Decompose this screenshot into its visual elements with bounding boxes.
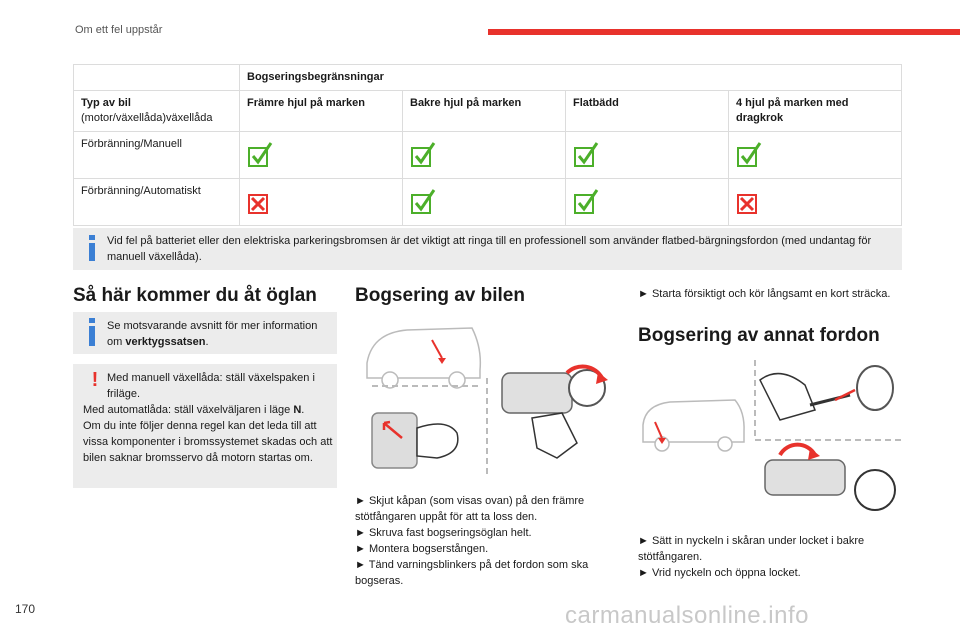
- towing-intro-step: ► Starta försiktigt och kör långsamt en kort sträcka.: [638, 288, 891, 300]
- col-header-vehicle-type: Typ av bil: [81, 97, 131, 109]
- cross-glyph: [736, 187, 764, 215]
- towing-other-steps: [638, 533, 900, 581]
- tool-kit-term: verktygssatsen: [125, 336, 206, 348]
- check-glyph: [410, 140, 438, 168]
- table-row: [74, 132, 902, 179]
- warning-text: ! Med manuell växellåda: ställ växelspaken i friläge. Med automatlåda: ställ växelväljaren i läge N. Om du inte följer denna regel kan det leda till att vissa komponenter i bromssystemet skadas och att bilen saknar bromsservo då motorn startas om.: [83, 369, 333, 464]
- step-item: ► Montera bogserstången.: [355, 543, 489, 555]
- table-row: [74, 179, 902, 226]
- info-icon: [88, 318, 96, 346]
- check-glyph: [247, 140, 275, 168]
- step-item: ► Skjut kåpan (som visas ovan) på den främre stötfångaren uppåt för att ta loss den.: [355, 495, 585, 523]
- header-accent-bar: [488, 29, 960, 35]
- towing-limits-table: [73, 64, 902, 226]
- check-icon: [410, 193, 432, 215]
- check-icon: [410, 146, 432, 168]
- step-item: ► Vrid nyckeln och öppna locket.: [638, 567, 801, 579]
- check-glyph: [573, 140, 601, 168]
- check-icon: [573, 146, 595, 168]
- cross-icon: [736, 193, 758, 215]
- check-icon: [247, 146, 269, 168]
- cross-glyph: [247, 187, 275, 215]
- col-header-flatbed: Flatbädd: [566, 91, 729, 132]
- col-header-rear-wheels: Bakre hjul på marken: [403, 91, 566, 132]
- cross-icon: [247, 193, 269, 215]
- col-header-vehicle-sub: (motor/växellåda)växellåda: [81, 112, 213, 124]
- step-item: ► Sätt in nyckeln i skåran under locket i bakre stötfångaren.: [638, 535, 865, 563]
- section-title-access-eye: Så här kommer du åt öglan: [73, 285, 317, 306]
- watermark: carmanualsonline.info: [565, 602, 809, 629]
- step-item: ► Tänd varningsblinkers på det fordon som ska bogseras.: [355, 559, 589, 587]
- step-item: ► Skruva fast bogseringsöglan helt.: [355, 527, 532, 539]
- info-icon: [88, 235, 96, 261]
- info-tools-text: Se motsvarande avsnitt för mer information om verktygssatsen.: [107, 320, 318, 348]
- page-number: 170: [15, 602, 36, 616]
- towing-other-illustration: [640, 360, 902, 525]
- check-glyph: [736, 140, 764, 168]
- check-icon: [736, 146, 758, 168]
- row-label: Förbränning/Manuell: [74, 132, 240, 179]
- section-title-towing-other: Bogsering av annat fordon: [638, 325, 880, 346]
- row-label: Förbränning/Automatiskt: [74, 179, 240, 226]
- warning-icon: !: [91, 369, 99, 391]
- check-glyph: [573, 187, 601, 215]
- table-group-header: Bogseringsbegränsningar: [240, 65, 902, 91]
- col-header-four-wheels: 4 hjul på marken med dragkrok: [729, 91, 902, 132]
- check-glyph: [410, 187, 438, 215]
- section-title-towing-car: Bogsering av bilen: [355, 285, 525, 306]
- towing-car-steps: [355, 493, 620, 589]
- section-header-title: Om ett fel uppstår: [75, 24, 163, 36]
- col-header-front-wheels: Främre hjul på marken: [240, 91, 403, 132]
- info-note-text: Vid fel på batteriet eller den elektriska parkeringsbromsen är det viktigt att ringa till en professionell som använder flatbed-bärgningsfordon (med undantag för manuell växellåda).: [107, 235, 872, 263]
- towing-eye-illustration: [362, 318, 612, 483]
- table-header-row: [74, 91, 902, 132]
- check-icon: [573, 193, 595, 215]
